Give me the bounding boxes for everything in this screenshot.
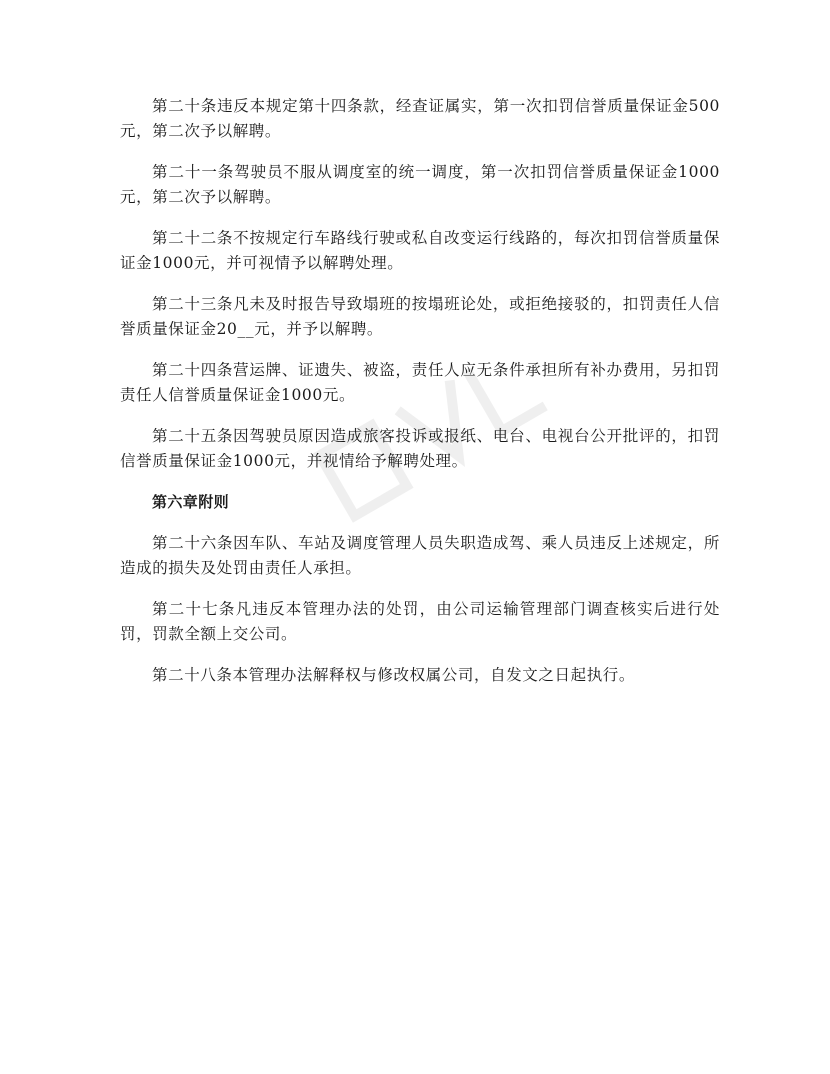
chapter-heading: 第六章附则	[152, 493, 230, 511]
article-21: 第二十一条驾驶员不服从调度室的统一调度，第一次扣罚信誉质量保证金1000元，第二次予以解聘。	[120, 163, 720, 206]
article-27: 第二十七条凡违反本管理办法的处罚，由公司运输管理部门调查核实后进行处罚，罚款全额上交公司。	[120, 600, 720, 643]
article-25: 第二十五条因驾驶员原因造成旅客投诉或报纸、电台、电视台公开批评的，扣罚信誉质量保证金1000元，并视情给予解聘处理。	[120, 427, 720, 470]
article-28: 第二十八条本管理办法解释权与修改权属公司，自发文之日起执行。	[152, 666, 636, 684]
article-24: 第二十四条营运牌、证遗失、被盗，责任人应无条件承担所有补办费用，另扣罚责任人信誉质量保证金1000元。	[120, 361, 720, 404]
article-22: 第二十二条不按规定行车路线行驶或私自改变运行线路的，每次扣罚信誉质量保证金1000元，并可视情予以解聘处理。	[120, 229, 720, 272]
document-body	[120, 94, 720, 704]
article-20: 第二十条违反本规定第十四条款，经查证属实，第一次扣罚信誉质量保证金500元，第二次予以解聘。	[120, 97, 720, 140]
article-26: 第二十六条因车队、车站及调度管理人员失职造成驾、乘人员违反上述规定，所造成的损失及处罚由责任人承担。	[120, 534, 720, 577]
article-23: 第二十三条凡未及时报告导致塌班的按塌班论处，或拒绝接驳的，扣罚责任人信誉质量保证金20__元，并予以解聘。	[120, 295, 720, 338]
